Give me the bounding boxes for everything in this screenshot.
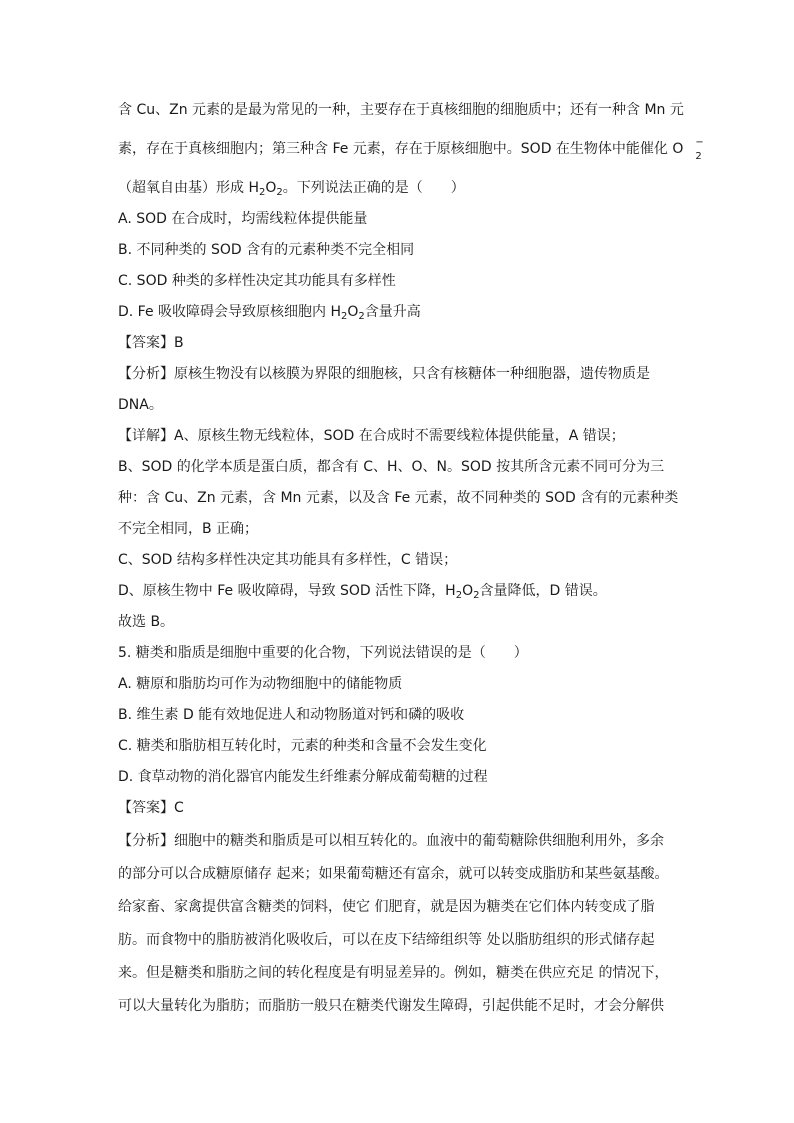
analysis-line: 的部分可以合成糖原储存 起来；如果葡萄糖还有富余，就可以转变成脂肪和某些氨基酸。: [118, 866, 669, 882]
text-segment: O: [347, 304, 359, 320]
analysis-line: 可以大量转化为脂肪；而脂肪一般只在糖类代谢发生障碍，引起供能不足时，才会分解供: [118, 998, 664, 1014]
detail-line: 种：含 Cu、Zn 元素，含 Mn 元素，以及含 Fe 元素，故不同种类的 SOD 含有的元素种类: [118, 490, 679, 506]
text-segment: 素，存在于真核细胞内；第三种含 Fe 元素，存在于原核细胞中。SOD 在生物体中能催化 O: [118, 141, 684, 157]
option-a: A. 糖原和脂肪均可作为动物细胞中的储能物质: [118, 676, 403, 692]
detail-line: 不完全相同，B 正确；: [118, 521, 259, 537]
detail-line: B、SOD 的化学本质是蛋白质，都含有 C、H、O、N。SOD 按其所含元素不同可分为三: [118, 459, 665, 475]
text-segment: 含量降低，D 错误。: [479, 583, 607, 599]
text-segment: O: [265, 180, 277, 196]
option-d: [118, 302, 678, 322]
text-line: 含 Cu、Zn 元素的是最为常见的一种，主要存在于真核细胞的细胞质中；还有一种含 Mn 元: [118, 102, 684, 118]
document-page: [118, 100, 704, 1016]
option-a: A. SOD 在合成时，均需线粒体提供能量: [118, 211, 368, 227]
analysis-line: 给家畜、家禽提供富含糖类的饲料，使它 们肥育，就是因为糖类在它们体内转变成了脂: [118, 899, 655, 915]
subscript: 2: [276, 187, 283, 198]
subscript: 2: [455, 590, 463, 601]
question-5-stem: 5. 糖类和脂质是细胞中重要的化合物，下列说法错误的是（ ）: [118, 645, 528, 661]
subscript: 2: [473, 590, 480, 601]
option-c: C. SOD 种类的多样性决定其功能具有多样性: [118, 273, 396, 289]
analysis-line: 【分析】原核生物没有以核膜为界限的细胞核，只含有核糖体一种细胞器，遗传物质是: [118, 366, 650, 382]
subscript: 2: [258, 187, 266, 198]
superscript-minus: −: [695, 137, 704, 148]
text-segment: O: [462, 583, 474, 599]
analysis-line: DNA。: [118, 397, 163, 413]
text-line: [118, 178, 678, 198]
option-d: D. 食草动物的消化器官内能发生纤维素分解成葡萄糖的过程: [118, 769, 488, 785]
detail-line: [118, 581, 678, 601]
text-segment: D、原核生物中 Fe 吸收障碍，导致 SOD 活性下降，H: [118, 583, 456, 599]
subscript: 2: [358, 311, 365, 322]
analysis-line: 肪。而食物中的脂肪被消化吸收后，可以在皮下结缔组织等 处以脂肪组织的形式储存起: [118, 932, 655, 948]
option-c: C. 糖类和脂肪相互转化时，元素的种类和含量不会发生变化: [118, 738, 487, 754]
detail-line: 【详解】A、原核生物无线粒体，SOD 在合成时不需要线粒体提供能量，A 错误；: [118, 428, 625, 444]
text-line: [118, 137, 704, 162]
analysis-line: 来。但是糖类和脂肪之间的转化程度是有明显差异的。例如，糖类在供应充足 的情况下，: [118, 965, 669, 981]
option-b: B. 不同种类的 SOD 含有的元素种类不完全相同: [118, 242, 415, 258]
detail-line: C、SOD 结构多样性决定其功能具有多样性，C 错误；: [118, 552, 458, 568]
text-segment: （超氧自由基）形成 H: [118, 180, 259, 196]
subscript: 2: [341, 311, 348, 322]
answer-line: 【答案】B: [118, 335, 184, 351]
text-segment: 。下列说法正确的是（ ）: [282, 180, 465, 196]
text-segment: 含量升高: [364, 304, 421, 320]
conclusion-line: 故选 B。: [118, 614, 175, 630]
analysis-line: 【分析】细胞中的糖类和脂质是可以相互转化的。血液中的葡萄糖除供细胞利用外，多余: [118, 833, 664, 849]
option-b: B. 维生素 D 能有效地促进人和动物肠道对钙和磷的吸收: [118, 707, 465, 723]
text-segment: D. Fe 吸收障碍会导致原核细胞内 H: [118, 304, 342, 320]
subscript-two: 2: [695, 151, 702, 162]
answer-line: 【答案】C: [118, 800, 184, 816]
